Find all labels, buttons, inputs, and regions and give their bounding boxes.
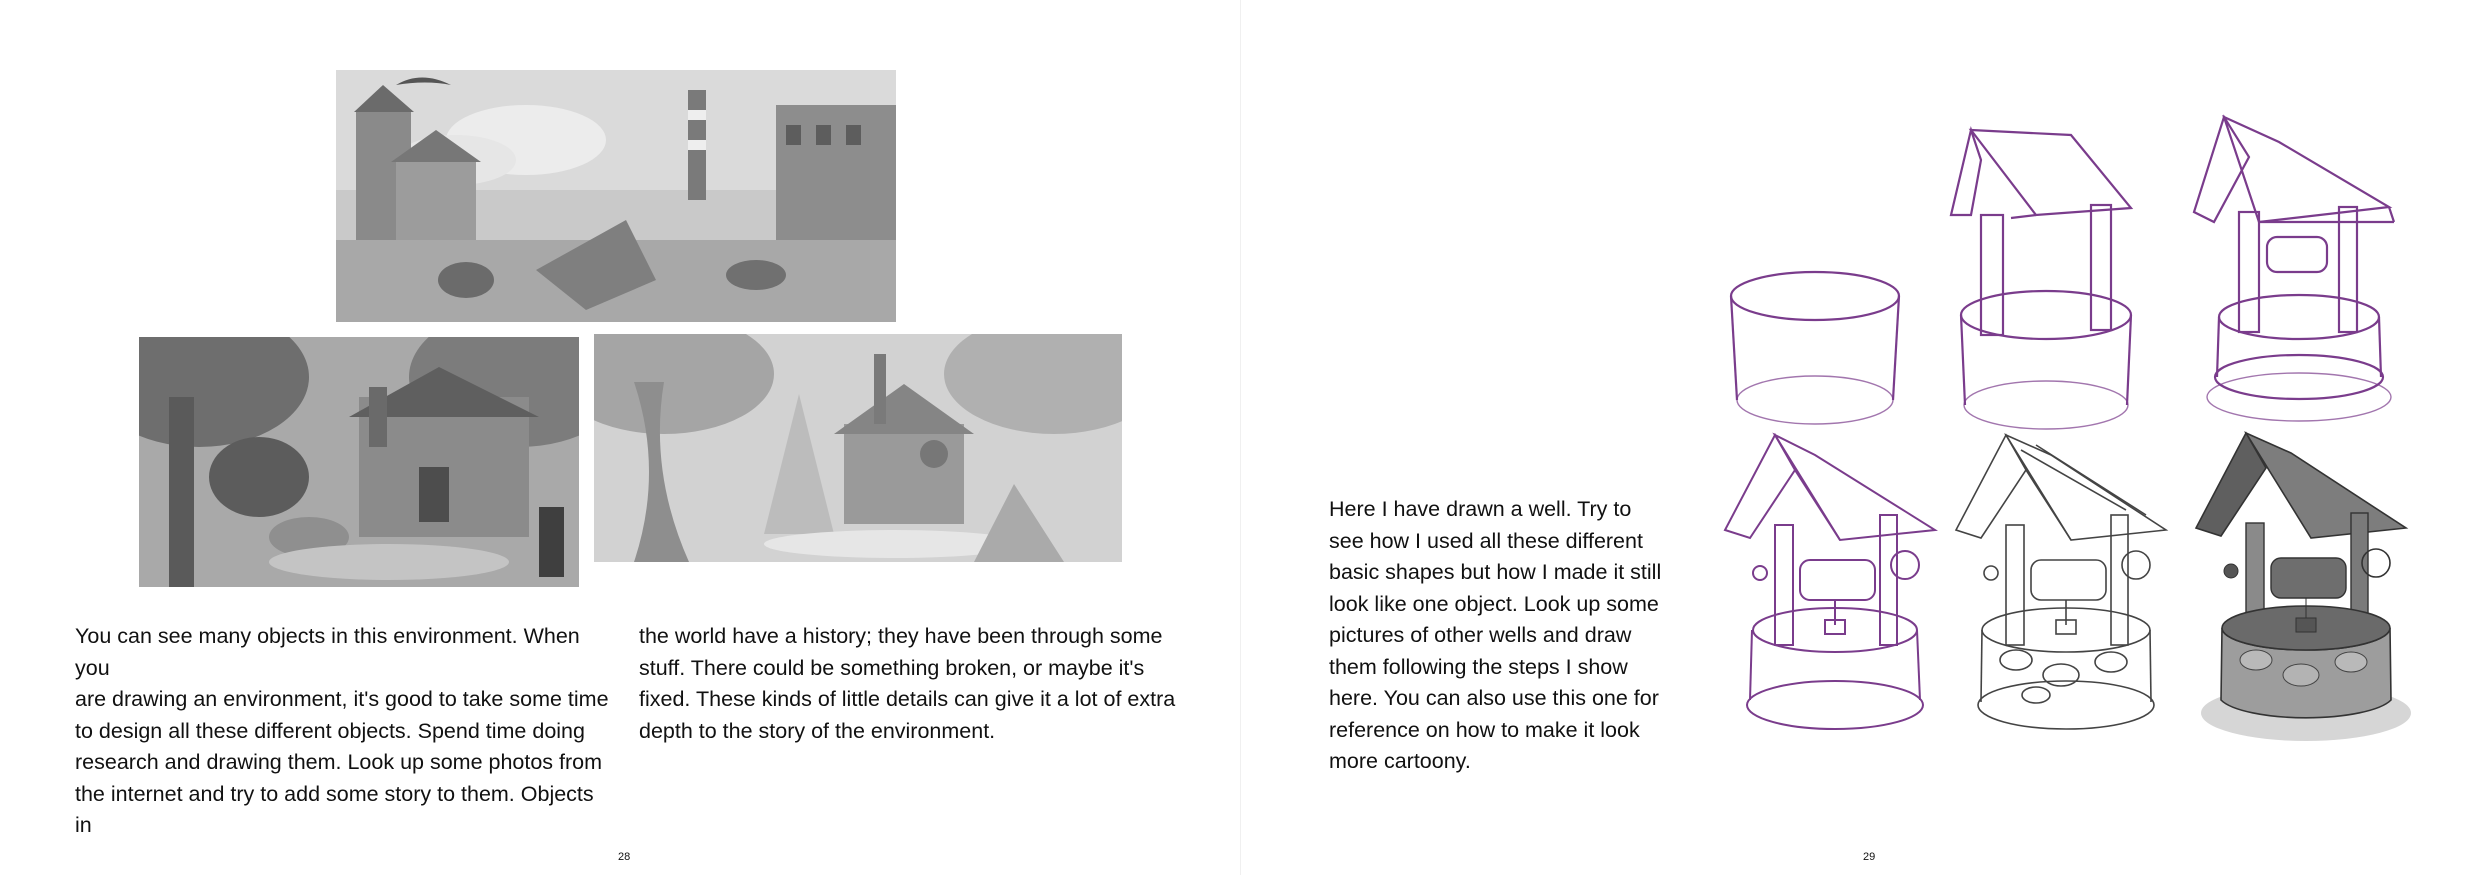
forest-village-illustration [594, 334, 1122, 562]
paragraph-column-1: You can see many objects in this environment. When you are drawing an environment, it's good to take some time to design all these different objects. Spend time doing research and drawing them. Look up some photos from the internet and try to add some story to them. Objects in [75, 624, 609, 837]
well-step-4-construction [1720, 430, 1940, 740]
well-step-2-roof-frame [1941, 120, 2151, 435]
paragraph-column-2: the world have a history; they have been through some stuff. There could be something broken, or maybe it's fixed. These kinds of little details can give it a lot of extra depth to the story of the environment. [639, 624, 1176, 743]
right-page [1241, 0, 2481, 875]
well-step-3-refined-frame [2189, 112, 2404, 427]
page-number: 28 [618, 851, 631, 863]
page-number: 29 [1863, 851, 1876, 863]
forest-cottage-illustration [139, 337, 579, 587]
well-step-6-shaded [2191, 428, 2416, 748]
well-description-paragraph: Here I have drawn a well. Try to see how I used all these different basic shapes but how I made it still look like one object. Look up some pictures of other wells and draw them following the steps I show here. You can also use this one for reference on how to make it look more cartoony. [1329, 497, 1662, 773]
well-step-5-line-art [1951, 430, 2176, 740]
well-step-1-cylinder [1725, 268, 1905, 433]
left-page [0, 0, 1240, 875]
harbor-town-illustration [336, 70, 896, 322]
